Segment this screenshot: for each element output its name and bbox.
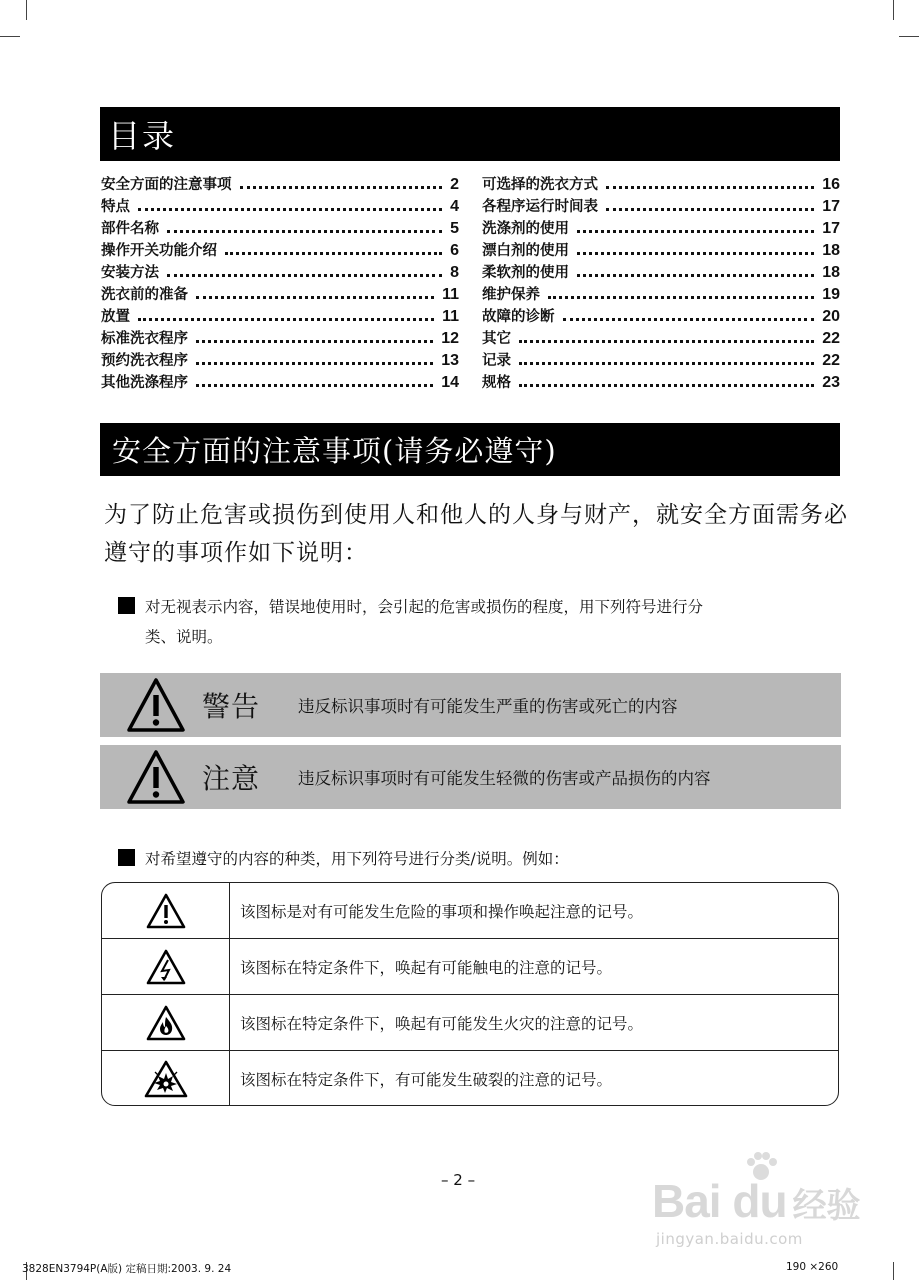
toc-leader-dots (196, 340, 433, 343)
toc-leader-dots (577, 274, 814, 277)
electric-shock-icon (146, 949, 186, 985)
toc-entry-label: 标准洗衣程序 (101, 331, 188, 347)
toc-entry-label: 安全方面的注意事项 (101, 177, 232, 193)
crop-mark (899, 36, 919, 37)
toc-header-bar (100, 107, 840, 161)
toc-entry-label: 预约洗衣程序 (101, 353, 188, 369)
toc-leader-dots (196, 296, 434, 299)
caution-icon (146, 893, 186, 929)
toc-entry[interactable] (482, 282, 840, 304)
note-hazard-levels (118, 592, 850, 652)
toc-entry-label: 记录 (482, 353, 511, 369)
toc-entry[interactable] (101, 304, 459, 326)
toc-leader-dots (577, 252, 814, 255)
toc-entry-page: 19 (822, 286, 840, 303)
toc-entry-label: 安装方法 (101, 265, 159, 281)
page-number: – 2 – (441, 1171, 476, 1189)
toc-leader-dots (519, 340, 814, 343)
toc-entry-page: 18 (822, 264, 840, 281)
toc-entry-label: 操作开关功能介绍 (101, 243, 217, 259)
toc-entry[interactable] (482, 326, 840, 348)
footer-paper-size: 190 ×260 (786, 1261, 839, 1273)
toc-entry-page: 12 (441, 330, 459, 347)
note1-line1: 对无视表示内容，错误地使用时，会引起的危害或损伤的程度，用下列符号进行分 (145, 598, 704, 616)
crop-mark (893, 1262, 894, 1280)
toc-entry[interactable] (482, 304, 840, 326)
crop-mark (0, 36, 20, 37)
toc-entry-page: 18 (822, 242, 840, 259)
watermark-brand: Bai du (652, 1175, 787, 1227)
toc-entry-label: 其它 (482, 331, 511, 347)
toc-leader-dots (196, 362, 433, 365)
symbol-desc: 该图标在特定条件下，有可能发生破裂的注意的记号。 (240, 1070, 613, 1089)
toc-leader-dots (167, 230, 442, 233)
square-bullet-icon (118, 597, 135, 614)
toc-entry-label: 可选择的洗衣方式 (482, 177, 598, 193)
warning-triangle-icon (126, 749, 186, 805)
toc-entry-label: 部件名称 (101, 221, 159, 237)
toc-entry-page: 6 (450, 242, 459, 259)
toc-entry[interactable] (101, 370, 459, 392)
toc-leader-dots (138, 318, 434, 321)
toc-entry[interactable] (101, 194, 459, 216)
toc-leader-dots (563, 318, 815, 321)
toc-entry-page: 2 (450, 176, 459, 193)
watermark-brand-cn: 经验 (792, 1186, 861, 1226)
toc-leader-dots (519, 384, 814, 387)
note-symbol-types (118, 844, 818, 874)
crop-mark (26, 0, 27, 20)
warning-level-box (100, 673, 841, 737)
toc-leader-dots (606, 208, 814, 211)
toc-title: 目录 (108, 117, 177, 155)
footer-doc-info: 3828EN3794P(A版) 定稿日期:2003. 9. 24 (22, 1263, 232, 1275)
caution-level-desc: 违反标识事项时有可能发生轻微的伤害或产品损伤的内容 (298, 769, 711, 788)
toc-entry-label: 其他洗涤程序 (101, 375, 188, 391)
toc-entry-label: 特点 (101, 199, 130, 215)
toc-entry-page: 20 (822, 308, 840, 325)
toc-entry-page: 13 (441, 352, 459, 369)
toc-entry-page: 22 (822, 330, 840, 347)
watermark-url: jingyan.baidu.com (656, 1230, 803, 1248)
toc-entry[interactable] (482, 216, 840, 238)
toc-entry-page: 5 (450, 220, 459, 237)
note2-text: 对希望遵守的内容的种类，用下列符号进行分类/说明。例如： (145, 850, 569, 868)
toc-entry-label: 各程序运行时间表 (482, 199, 598, 215)
safety-intro-text: 为了防止危害或损伤到使用人和他人的人身与财产，就安全方面需务必遵守的事项作如下说明： (104, 502, 848, 566)
toc-entry-label: 维护保养 (482, 287, 540, 303)
toc-entry-page: 16 (822, 176, 840, 193)
toc-entry-page: 17 (822, 220, 840, 237)
warning-triangle-icon (126, 677, 186, 733)
toc-left-column (101, 172, 459, 392)
toc-entry[interactable] (482, 370, 840, 392)
toc-entry-page: 23 (822, 374, 840, 391)
toc-entry[interactable] (101, 348, 459, 370)
table-row (102, 939, 838, 995)
toc-leader-dots (519, 362, 814, 365)
toc-entry-label: 洗涤剂的使用 (482, 221, 569, 237)
toc-entry[interactable] (101, 172, 459, 194)
toc-entry-label: 洗衣前的准备 (101, 287, 188, 303)
symbol-desc: 该图标在特定条件下，唤起有可能触电的注意的记号。 (240, 958, 613, 977)
toc-leader-dots (577, 230, 814, 233)
toc-entry-label: 放置 (101, 309, 130, 325)
toc-entry-page: 4 (450, 198, 459, 215)
toc-entry[interactable] (482, 260, 840, 282)
toc-entry[interactable] (482, 172, 840, 194)
toc-entry[interactable] (101, 326, 459, 348)
toc-entry-label: 故障的诊断 (482, 309, 555, 325)
symbol-desc: 该图标是对有可能发生危险的事项和操作唤起注意的记号。 (240, 902, 644, 921)
symbol-desc: 该图标在特定条件下，唤起有可能发生火灾的注意的记号。 (240, 1014, 644, 1033)
toc-entry-label: 柔软剂的使用 (482, 265, 569, 281)
warning-level-name: 警告 (202, 690, 261, 723)
table-row (102, 1051, 838, 1106)
safety-header-bar (100, 423, 840, 476)
toc-leader-dots (167, 274, 442, 277)
toc-leader-dots (548, 296, 814, 299)
toc-entry[interactable] (101, 260, 459, 282)
toc-entry-page: 11 (442, 286, 459, 303)
toc-entry[interactable] (482, 238, 840, 260)
toc-entry-label: 规格 (482, 375, 511, 391)
safety-title: 安全方面的注意事项(请务必遵守) (112, 434, 557, 468)
table-row (102, 883, 838, 939)
toc-leader-dots (225, 252, 442, 255)
toc-leader-dots (196, 384, 433, 387)
toc-entry[interactable] (482, 348, 840, 370)
toc-entry[interactable] (101, 282, 459, 304)
toc-leader-dots (240, 186, 443, 189)
baidu-jingyan-watermark (644, 1140, 884, 1255)
toc-entry-label: 漂白剂的使用 (482, 243, 569, 259)
toc-entry[interactable] (101, 238, 459, 260)
caution-level-name: 注意 (202, 762, 261, 795)
toc-entry-page: 8 (450, 264, 459, 281)
toc-entry-page: 11 (442, 308, 459, 325)
caution-level-box (100, 745, 841, 809)
warning-level-desc: 违反标识事项时有可能发生严重的伤害或死亡的内容 (298, 697, 678, 716)
note1-line2: 类、说明。 (145, 628, 223, 646)
fire-icon (146, 1005, 186, 1041)
toc-entry-page: 14 (441, 374, 459, 391)
toc-leader-dots (138, 208, 442, 211)
toc-entry[interactable] (101, 216, 459, 238)
square-bullet-icon (118, 849, 135, 866)
toc-leader-dots (606, 186, 814, 189)
crop-mark (893, 0, 894, 20)
table-row (102, 995, 838, 1051)
toc-right-column (482, 172, 840, 392)
explosion-icon (144, 1060, 188, 1098)
toc-entry-page: 22 (822, 352, 840, 369)
toc-entry[interactable] (482, 194, 840, 216)
symbol-table (101, 882, 839, 1106)
toc-entry-page: 17 (822, 198, 840, 215)
